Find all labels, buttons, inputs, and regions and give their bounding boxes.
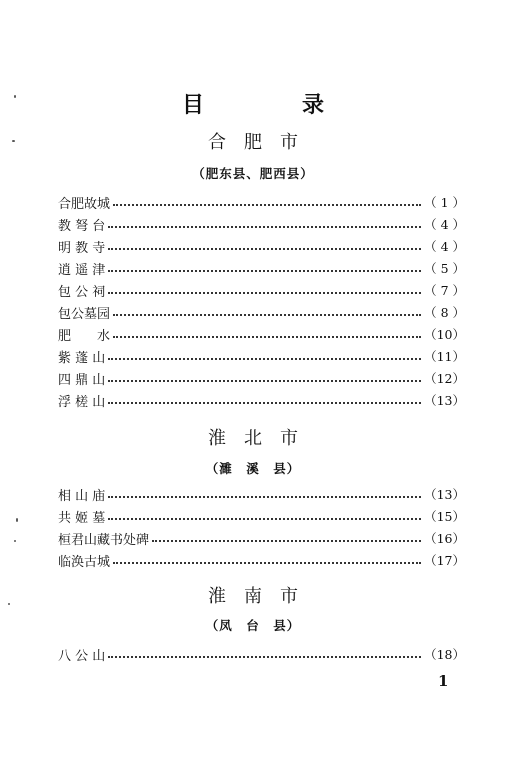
entry-page: （ 7 ） [424, 283, 465, 298]
entry-page: （ 4 ） [424, 217, 465, 232]
toc-entry[interactable] [58, 258, 465, 278]
entry-page: （12） [424, 371, 465, 386]
entry-title: 共 姬 墓 [58, 510, 106, 526]
page-title: 目 录 [181, 92, 362, 118]
entry-page: （16） [424, 531, 465, 546]
section-counties-huaibei: （濉 溪 县） [205, 461, 301, 476]
dot-leader [113, 562, 421, 564]
toc-entry[interactable] [58, 236, 465, 256]
entry-page: （17） [424, 553, 465, 568]
entry-page: （ 4 ） [424, 239, 465, 254]
toc-entry[interactable] [58, 550, 465, 570]
entry-title: 临涣古城 [58, 554, 111, 570]
entry-page: （10） [424, 327, 465, 342]
dot-leader [113, 204, 421, 206]
section-heading-hefei: 合肥市 [208, 132, 316, 153]
entry-title: 肥 水 [58, 328, 111, 344]
entry-title: 包 公 祠 [58, 284, 106, 300]
entry-title: 教 弩 台 [58, 218, 106, 234]
scan-speck [14, 540, 16, 542]
dot-leader [108, 402, 421, 404]
entry-title: 桓君山藏书处碑 [58, 532, 150, 548]
entry-title: 相 山 庙 [58, 488, 106, 504]
section-counties-huainan: （凤 台 县） [205, 618, 301, 633]
entry-page: （18） [424, 647, 465, 662]
toc-entry[interactable] [58, 324, 465, 344]
toc-entry[interactable] [58, 368, 465, 388]
scan-speck [8, 603, 10, 605]
entry-page: （13） [424, 393, 465, 408]
toc-entry[interactable] [58, 346, 465, 366]
entry-page: （15） [424, 509, 465, 524]
entry-title: 明 教 寺 [58, 240, 106, 256]
toc-entry[interactable] [58, 192, 465, 212]
entry-page: （11） [424, 349, 465, 364]
entry-title: 包公墓园 [58, 306, 111, 322]
toc-entry[interactable] [58, 214, 465, 234]
dot-leader [108, 518, 421, 520]
dot-leader [113, 314, 421, 316]
page-number: 1 [438, 672, 449, 690]
dot-leader [108, 380, 421, 382]
entry-page: （13） [424, 487, 465, 502]
toc-entry[interactable] [58, 506, 465, 526]
entry-page: （ 8 ） [424, 305, 465, 320]
entry-title: 四 鼎 山 [58, 372, 106, 388]
dot-leader [108, 292, 421, 294]
scan-speck [16, 518, 18, 522]
dot-leader [108, 248, 421, 250]
section-heading-huaibei: 淮北市 [208, 428, 316, 449]
section-counties-hefei: （肥东县、肥西县） [192, 166, 314, 181]
dot-leader [108, 226, 421, 228]
toc-entry[interactable] [58, 280, 465, 300]
entry-title: 逍 遥 津 [58, 262, 106, 278]
section-heading-huainan: 淮南市 [208, 586, 316, 607]
dot-leader [152, 540, 421, 542]
entry-title: 合肥故城 [58, 196, 111, 212]
entry-page: （ 5 ） [424, 261, 465, 276]
toc-entry[interactable] [58, 484, 465, 504]
scan-speck [14, 95, 16, 98]
dot-leader [108, 270, 421, 272]
dot-leader [108, 496, 421, 498]
toc-entry[interactable] [58, 390, 465, 410]
scan-speck [12, 140, 15, 142]
dot-leader [113, 336, 421, 338]
entry-title: 浮 槎 山 [58, 394, 106, 410]
dot-leader [108, 358, 421, 360]
entry-title: 紫 蓬 山 [58, 350, 106, 366]
toc-entry[interactable] [58, 528, 465, 548]
toc-entry[interactable] [58, 302, 465, 322]
entry-page: （ 1 ） [424, 195, 465, 210]
dot-leader [108, 656, 421, 658]
entry-title: 八 公 山 [58, 648, 106, 664]
toc-entry[interactable] [58, 644, 465, 664]
